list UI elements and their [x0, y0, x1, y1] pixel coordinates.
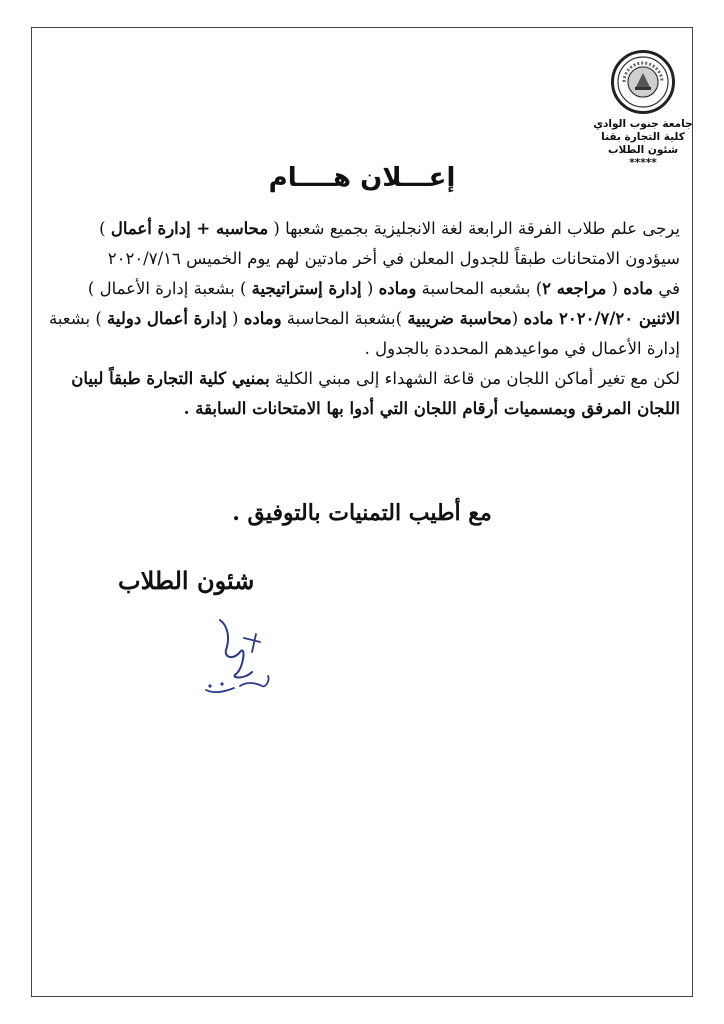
line1-divisions: محاسبه + إدارة أعمال: [110, 219, 269, 238]
line3-paren2: (: [361, 279, 379, 298]
line3-subject-word: ماده: [623, 279, 654, 298]
line4-paren2: (: [226, 309, 244, 328]
header-stars: *****: [629, 157, 657, 169]
announcement-body: [44, 214, 680, 424]
handwritten-signature-icon: [200, 608, 290, 712]
line3-in: في: [653, 279, 680, 298]
university-seal-icon: [611, 50, 675, 114]
body-line-4: [44, 304, 680, 334]
body-line-1: [44, 214, 680, 244]
line4-and-subject: وماده: [243, 309, 282, 328]
body-line-2: سيؤدون الامتحانات طبقاً للجدول المعلن في أخر مادتين لهم يوم الخميس ٢٠٢٠/٧/١٦: [107, 249, 680, 268]
university-header: [588, 50, 698, 170]
announcement-title: إعـــلان هــــام: [268, 163, 456, 193]
line4-monday: الاثنين ٢٠٢٠/٧/٢٠ ماده: [523, 309, 680, 328]
line6-text: لكن مع تغير أماكن اللجان من قاعة الشهداء إلى مبني الكلية: [269, 369, 680, 388]
department-name: شئون الطلاب: [607, 144, 679, 156]
university-name: جامعة جنوب الوادي: [593, 118, 693, 130]
faculty-name: كلية التجارة بقنا: [601, 131, 685, 143]
line1-close: ): [99, 219, 111, 238]
line3-paren: (: [606, 279, 624, 298]
signature-label: شئون الطلاب: [118, 566, 255, 595]
body-line-3: [44, 274, 680, 304]
line4-division: ) بشعبة: [48, 309, 108, 328]
line3-accounting: ) بشعبه المحاسبة: [416, 279, 543, 298]
line1-text: يرجى علم طلاب الفرقة الرابعة لغة الانجليزية بجميع شعبها (: [268, 219, 680, 238]
line6-bold: بمنيي كلية التجارة طبقاً لبيان: [71, 369, 270, 388]
line3-business: ) بشعبة إدارة الأعمال ): [87, 279, 252, 298]
line4-accounting: )بشعبة المحاسبة: [281, 309, 408, 328]
line3-and-subject: وماده: [378, 279, 417, 298]
line4-paren: (: [511, 309, 524, 328]
line3-review: مراجعه ٢: [542, 279, 607, 298]
closing-wishes: مع أطيب التمنيات بالتوفيق .: [232, 500, 492, 526]
line3-strategic: إدارة إستراتيجية: [251, 279, 362, 298]
body-line-7: اللجان المرفق وبمسميات أرقام اللجان التي أدوا بها الامتحانات السابقة .: [183, 399, 680, 418]
line4-tax: محاسبة ضريبية: [407, 309, 512, 328]
body-line-5: إدارة الأعمال في مواعيدهم المحددة بالجدول .: [364, 339, 680, 358]
body-line-6: [44, 364, 680, 394]
line4-intl: إدارة أعمال دولية: [107, 309, 227, 328]
